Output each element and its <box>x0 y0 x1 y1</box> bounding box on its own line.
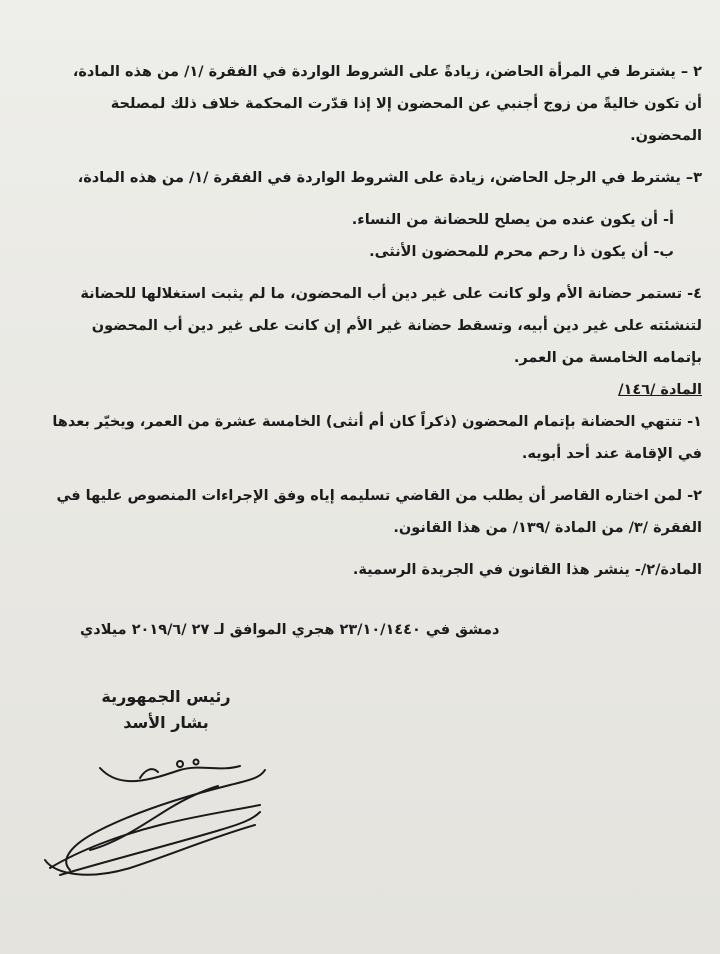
paragraph-4: ٤- تستمر حضانة الأم ولو كانت على غير دين أب المحضون، ما لم يثبت استغلالها للحضانة لتنشئته على غير دين أبيه، وتسقط حضانة غير الأم إن كانت على غير دين أب المحضون بإتمامه الخامسة من العمر. <box>80 286 702 366</box>
paragraph-2: ٢ – يشترط في المرأة الحاضن، زيادةً على الشروط الواردة في الفقرة /١/ من هذه المادة، أن تكون خاليةً من زوج أجنبي عن المحضون إلا إذا قدّرت المحكمة خلاف ذلك لمصلحة المحضون. <box>72 64 702 144</box>
article-146-heading: المادة /١٤٦/ <box>618 382 702 398</box>
law-text <box>52 56 702 586</box>
article-146-paragraph-1: ١- تنتهي الحضانة بإتمام المحضون (ذكراً كان أم أنثى) الخامسة عشرة من العمر، ويخيّر بعدها في الإقامة عند أحد أبويه. <box>52 414 702 462</box>
date-line: دمشق في ٢٣/١٠/١٤٤٠ هجري الموافق لـ ٢٧ /٢٠١٩/٦ ميلادي <box>80 622 500 638</box>
handwritten-signature <box>30 750 290 890</box>
article-146-paragraph-2: ٢- لمن اختاره القاصر أن يطلب من القاضي تسليمه إياه وفق الإجراءات المنصوص عليها في الفقرة /٣/ من المادة /١٣٩/ من هذا القانون. <box>56 488 702 536</box>
paragraph-3b: ب- أن يكون ذا رحم محرم للمحضون الأنثى. <box>369 244 674 260</box>
signature-name: بشار الأسد <box>123 713 209 732</box>
paragraph-3: ٣– يشترط في الرجل الحاضن، زيادة على الشروط الواردة في الفقرة /١/ من هذه المادة، <box>77 170 702 186</box>
signature-block <box>96 684 236 736</box>
paragraph-3a: أ- أن يكون عنده من يصلح للحضانة من النساء. <box>351 212 674 228</box>
article-2: المادة/٢/- ينشر هذا القانون في الجريدة الرسمية. <box>352 562 702 578</box>
signature-title: رئيس الجمهورية <box>101 687 231 706</box>
